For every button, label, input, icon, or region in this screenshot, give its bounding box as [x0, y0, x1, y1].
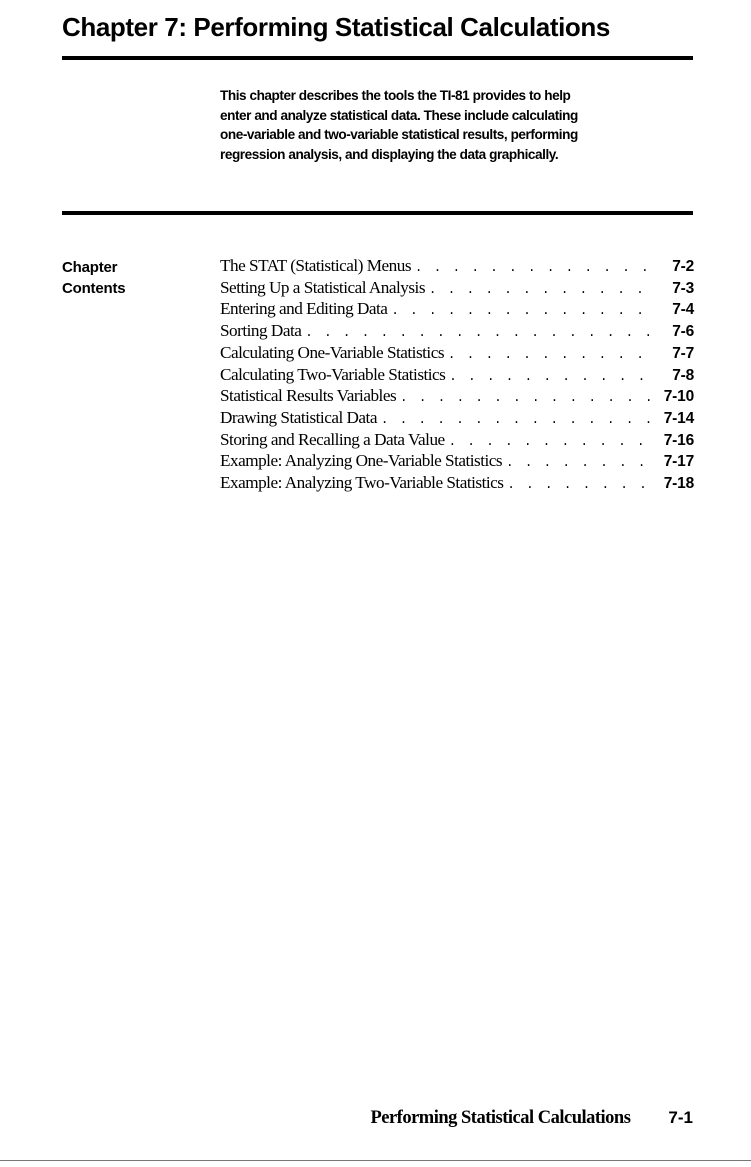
dot-leader	[415, 257, 650, 278]
top-divider	[62, 56, 693, 60]
toc-entry-storing-recalling[interactable]	[220, 430, 694, 452]
toc-entry-page: 7-8	[672, 366, 694, 384]
dot-leader	[400, 387, 650, 408]
chapter-intro	[220, 86, 690, 164]
toc-entry-page: 7-6	[672, 323, 694, 341]
page-number: 7-1	[668, 1108, 693, 1127]
toc-entry-page: 7-2	[672, 258, 694, 275]
toc-entry-title: Statistical Results Variables	[220, 386, 397, 406]
toc-entry-page: 7-10	[663, 388, 694, 406]
dot-leader	[305, 322, 650, 343]
toc-entry-one-variable[interactable]	[220, 343, 694, 365]
toc-entry-sorting[interactable]	[220, 321, 694, 343]
toc-entry-stat-menus[interactable]	[220, 256, 694, 278]
toc-entry-page: 7-17	[663, 453, 694, 471]
toc-entry-title: Sorting Data	[220, 321, 302, 341]
page-footer	[370, 1108, 693, 1129]
dot-leader	[449, 431, 650, 452]
toc-entry-page: 7-4	[672, 301, 694, 319]
intro-line: one-variable and two-variable statistical results, performing	[220, 127, 578, 142]
dot-leader	[506, 452, 650, 473]
chapter-contents-label	[62, 258, 125, 299]
label-contents: Contents	[62, 279, 126, 297]
intro-line: regression analysis, and displaying the data graphically.	[220, 146, 559, 162]
section-divider	[62, 211, 693, 215]
chapter-title: Chapter 7: Performing Statistical Calculations	[62, 12, 610, 42]
dot-leader	[429, 279, 650, 300]
toc-entry-example-one-variable[interactable]	[220, 451, 694, 473]
toc-entry-title: Drawing Statistical Data	[220, 407, 377, 427]
toc-entry-page: 7-18	[663, 475, 694, 493]
toc-entry-title: The STAT (Statistical) Menus	[220, 256, 412, 275]
toc-entry-two-variable[interactable]	[220, 365, 694, 387]
toc-entry-title: Example: Analyzing Two-Variable Statistics	[220, 473, 504, 493]
toc-entry-results-variables[interactable]	[220, 386, 694, 408]
footer-title: Performing Statistical Calculations	[370, 1108, 631, 1128]
toc-entry-title: Setting Up a Statistical Analysis	[220, 277, 426, 297]
toc-entry-example-two-variable[interactable]	[220, 473, 694, 495]
intro-line: enter and analyze statistical data. These include calculating	[220, 107, 578, 123]
dot-leader	[449, 366, 650, 387]
toc-entry-page: 7-7	[672, 344, 694, 362]
table-of-contents	[220, 256, 694, 495]
dot-leader	[381, 409, 650, 430]
toc-entry-entering-editing[interactable]	[220, 299, 694, 321]
page-edge-line	[0, 1160, 751, 1161]
dot-leader	[507, 474, 650, 495]
dot-leader	[448, 344, 650, 365]
dot-leader	[391, 300, 650, 321]
intro-line: This chapter describes the tools the TI-81 provides to help	[220, 88, 571, 103]
toc-entry-drawing[interactable]	[220, 408, 694, 430]
toc-entry-page: 7-3	[672, 279, 694, 297]
toc-entry-page: 7-16	[663, 431, 694, 449]
toc-entry-title: Entering and Editing Data	[220, 299, 388, 319]
toc-entry-title: Calculating One-Variable Statistics	[220, 342, 445, 362]
toc-entry-title: Storing and Recalling a Data Value	[220, 429, 445, 449]
toc-entry-setting-up[interactable]	[220, 278, 694, 300]
label-chapter: Chapter	[62, 259, 118, 276]
toc-entry-title: Calculating Two-Variable Statistics	[220, 364, 446, 384]
toc-entry-page: 7-14	[663, 409, 694, 427]
toc-entry-title: Example: Analyzing One-Variable Statistics	[220, 451, 503, 471]
